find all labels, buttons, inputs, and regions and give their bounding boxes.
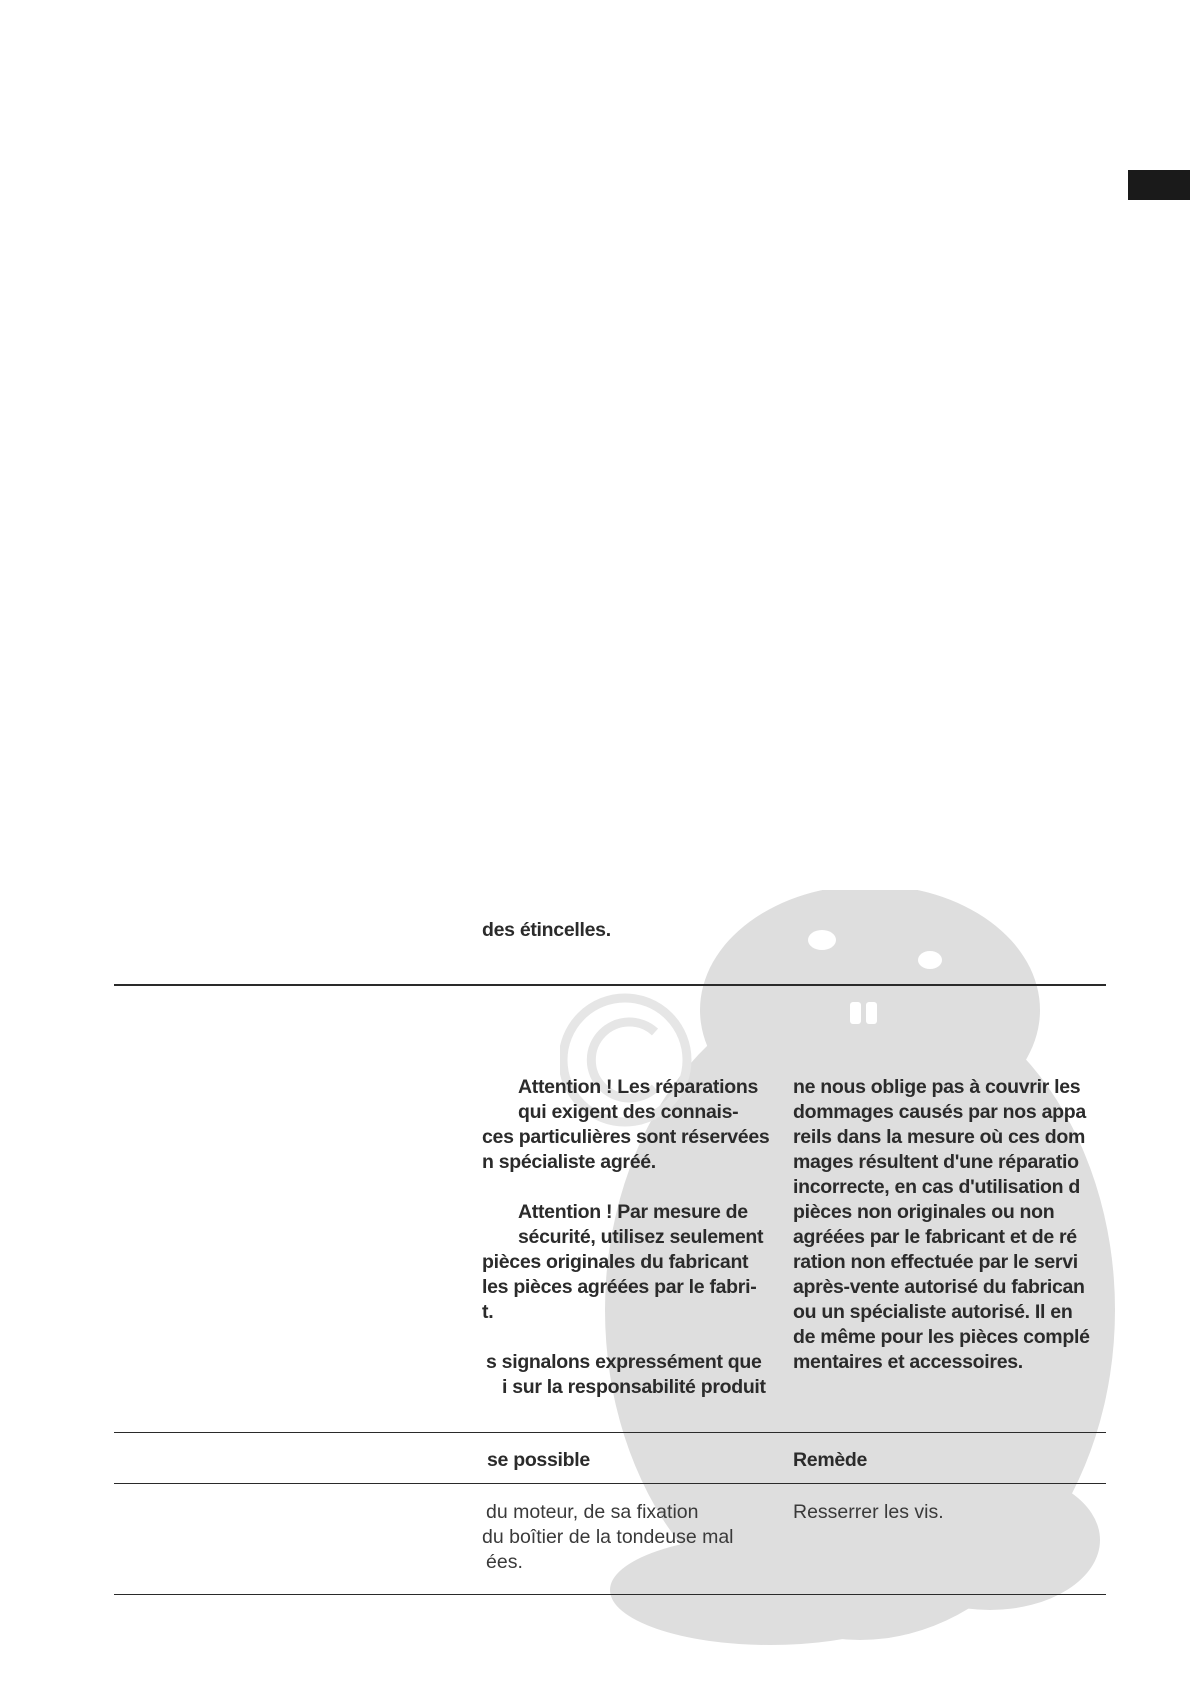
table-header-cause: se possible	[487, 1449, 590, 1471]
repair-right-line: ou un spécialiste autorisé. Il en	[793, 1301, 1073, 1323]
section-tab-marker	[1128, 170, 1190, 200]
table-header-rule	[114, 1483, 1106, 1484]
table-header-remedy: Remède	[793, 1449, 868, 1471]
repair-right-line: reils dans la mesure où ces dom	[793, 1126, 1085, 1148]
repair-left-line: n spécialiste agréé.	[482, 1151, 656, 1173]
repair-right-line: après-vente autorisé du fabrican	[793, 1276, 1085, 1298]
repair-left-line: i sur la responsabilité produit	[502, 1376, 766, 1398]
repair-right-line: ne nous oblige pas à couvrir les	[793, 1076, 1081, 1098]
repair-left-line: pièces originales du fabricant	[482, 1251, 749, 1273]
repair-left-line: sécurité, utilisez seulement	[518, 1226, 764, 1248]
table-top-rule	[114, 1432, 1106, 1433]
repair-right-line: ration non effectuée par le servi	[793, 1251, 1078, 1273]
table-cell-cause-line: ées.	[486, 1551, 523, 1573]
repair-right-line: mages résultent d'une réparatio	[793, 1151, 1079, 1173]
repair-left-line: t.	[482, 1301, 494, 1323]
repair-right-line: agréées par le fabricant et de ré	[793, 1226, 1077, 1248]
repair-left-line: s signalons expressément que	[486, 1351, 762, 1373]
repair-left-line: Attention ! Les réparations	[518, 1076, 759, 1098]
repair-left-line: Attention ! Par mesure de	[518, 1201, 748, 1223]
table-cell-cause-line: du boîtier de la tondeuse mal	[482, 1526, 734, 1548]
repair-right-line: dommages causés par nos appa	[793, 1101, 1086, 1123]
table-bottom-rule	[114, 1594, 1106, 1595]
table-cell-remedy: Resserrer les vis.	[793, 1501, 944, 1523]
section-divider	[114, 984, 1106, 986]
repair-right-line: pièces non originales ou non	[793, 1201, 1055, 1223]
repair-left-line: ces particulières sont réservées	[482, 1126, 770, 1148]
repair-right-line: mentaires et accessoires.	[793, 1351, 1023, 1373]
repair-right-line: de même pour les pièces complé	[793, 1326, 1090, 1348]
repair-right-line: incorrecte, en cas d'utilisation d	[793, 1176, 1081, 1198]
repair-left-line: qui exigent des connais-	[518, 1101, 739, 1123]
table-cell-cause-line: du moteur, de sa fixation	[486, 1501, 699, 1523]
top-note: des étincelles.	[482, 919, 611, 941]
repair-left-line: les pièces agréées par le fabri-	[482, 1276, 757, 1298]
